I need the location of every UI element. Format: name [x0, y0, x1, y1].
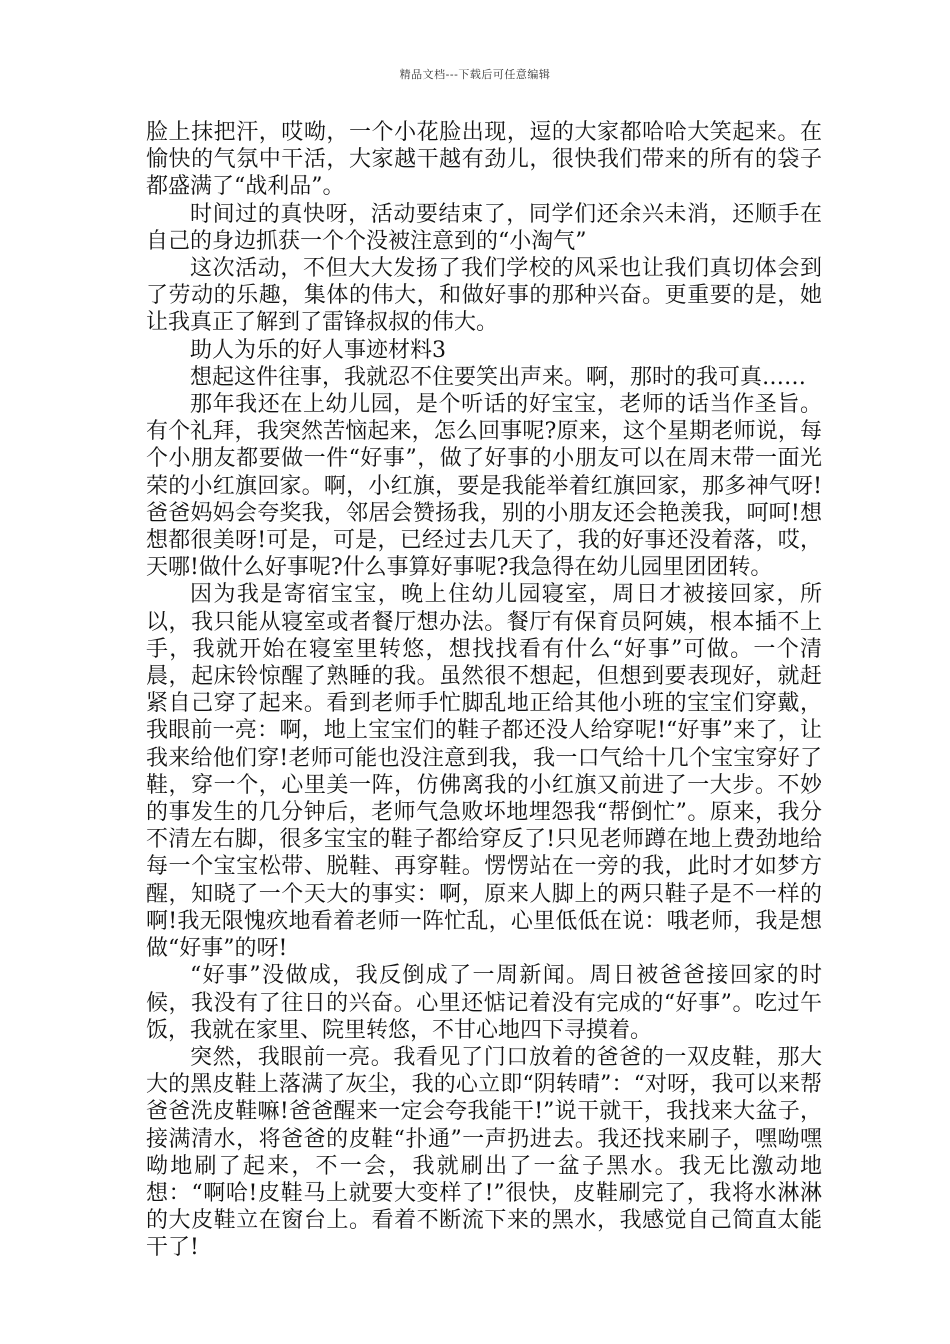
paragraph: 时间过的真快呀，活动要结束了，同学们还余兴未消，还顺手在自己的身边抓获一个个没被注意到的“小淘气” — [146, 201, 822, 254]
paragraph: 脸上抹把汗，哎呦，一个小花脸出现，逗的大家都哈哈大笑起来。在愉快的气氛中干活，大家越干越有劲儿，很快我们带来的所有的袋子都盛满了“战利品”。 — [146, 120, 822, 200]
section-heading: 助人为乐的好人事迹材料3 — [190, 337, 446, 363]
paragraph: 想起这件往事，我就忍不住要笑出声来。啊，那时的我可真…… — [190, 364, 807, 390]
document-body — [146, 119, 822, 1262]
paragraph: 那年我还在上幼儿园，是个听话的好宝宝，老师的话当作圣旨。有个礼拜，我突然苦恼起来，怎么回事呢?原来，这个星期老师说，每个小朋友都要做一件“好事”，做了好事的小朋友可以在周末带一面光荣的小红旗回家。啊，小红旗，要是我能举着红旗回家，那多神气呀!爸爸妈妈会夸奖我，邻居会赞扬我，别的小朋友还会艳羡我，呵呵!想想都很美呀!可是，可是，已经过去几天了，我的好事还没着落，哎，天哪!做什么好事呢?什么事算好事呢?我急得在幼儿园里团团转。 — [146, 392, 822, 581]
paragraph: “好事”没做成，我反倒成了一周新闻。周日被爸爸接回家的时候，我没有了往日的兴奋。心里还惦记着没有完成的“好事”。吃过午饭，我就在家里、院里转悠，不甘心地四下寻摸着。 — [146, 963, 822, 1043]
paragraph: 因为我是寄宿宝宝，晚上住幼儿园寝室，周日才被接回家，所以，我只能从寝室或者餐厅想办法。餐厅有保育员阿姨，根本插不上手，我就开始在寝室里转悠，想找找看有什么“好事”可做。一个清晨，起床铃惊醒了熟睡的我。虽然很不想起，但想到要表现好，就赶紧自己穿了起来。看到老师手忙脚乱地正给其他小班的宝宝们穿戴，我眼前一亮：啊，地上宝宝们的鞋子都还没人给穿呢!“好事”来了，让我来给他们穿!老师可能也没注意到我，我一口气给十几个宝宝穿好了鞋，穿一个，心里美一阵，仿佛离我的小红旗又前进了一大步。不妙的事发生的几分钟后，老师气急败坏地埋怨我“帮倒忙”。原来，我分不清左右脚，很多宝宝的鞋子都给穿反了!只见老师蹲在地上费劲地给每一个宝宝松带、脱鞋、再穿鞋。愣愣站在一旁的我，此时才如梦方醒，知晓了一个天大的事实：啊，原来人脚上的两只鞋子是不一样的啊!我无限愧疚地看着老师一阵忙乱，心里低低在说：哦老师，我是想做“好事”的呀! — [146, 582, 822, 962]
paragraph: 这次活动，不但大大发扬了我们学校的风采也让我们真切体会到了劳动的乐趣，集体的伟大，和做好事的那种兴奋。更重要的是，她让我真正了解到了雷锋叔叔的伟大。 — [146, 256, 822, 336]
paragraph: 突然，我眼前一亮。我看见了门口放着的爸爸的一双皮鞋，那大大的黑皮鞋上落满了灰尘，我的心立即“阴转晴”：“对呀，我可以来帮爸爸洗皮鞋嘛!爸爸醒来一定会夸我能干!”说干就干，我找来大盆子，接满清水，将爸爸的皮鞋“扑通”一声扔进去。我还找来刷子，嘿呦嘿呦地刷了起来，不一会，我就刷出了一盆子黑水。我无比激动地想：“啊哈!皮鞋马上就要大变样了!”很快，皮鞋刷完了，我将水淋淋的大皮鞋立在窗台上。看着不断流下来的黑水，我感觉自己简直太能干了! — [146, 1044, 822, 1261]
page-header: 精品文档---下载后可任意编辑 — [399, 68, 551, 81]
